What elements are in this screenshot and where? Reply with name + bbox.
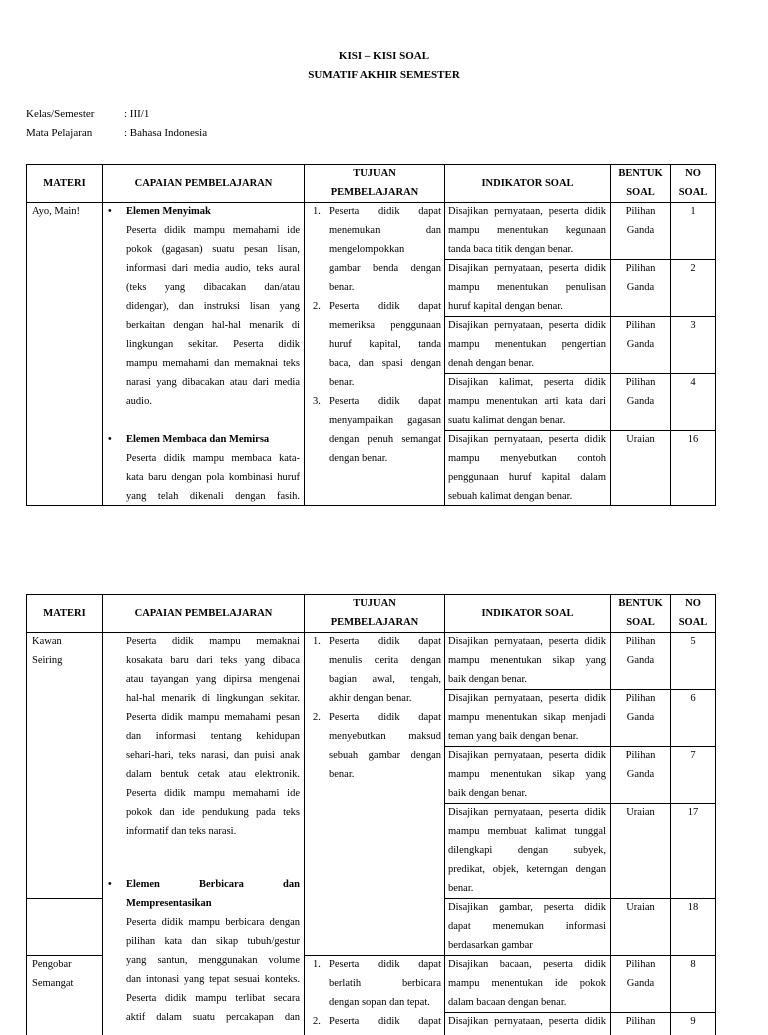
bentuk-cell: Pilihan <box>625 1016 656 1027</box>
no-cell: 18 <box>687 902 699 913</box>
materi-cell: Pengobar Semangat <box>32 959 74 989</box>
bentuk-cell: Uraian <box>626 902 655 913</box>
tujuan-list <box>309 632 441 784</box>
header-materi: MATERI <box>43 608 86 619</box>
bentuk-cell: Pilihan Ganda <box>625 206 656 236</box>
header-bentuk: BENTUK SOAL <box>618 168 663 198</box>
no-cell: 2 <box>690 263 696 274</box>
header-capaian: CAPAIAN PEMBELAJARAN <box>134 178 273 189</box>
no-cell: 5 <box>690 636 696 647</box>
materi-cell: Ayo, Main! <box>32 206 81 217</box>
indikator-cell: Disajikan pernyataan, peserta didik mampu menentukan kegunaan tanda baca titik dengan benar. <box>448 206 606 255</box>
kelas-value: : III/1 <box>124 108 150 120</box>
kisi-table-2 <box>26 594 716 1035</box>
header-indikator: INDIKATOR SOAL <box>481 178 574 189</box>
bentuk-cell: Uraian <box>626 807 655 818</box>
doc-title: KISI – KISI SOAL <box>338 50 430 62</box>
header-tujuan: TUJUAN PEMBELAJARAN <box>330 168 419 198</box>
tujuan-item: 1. Peserta didik dapat menemukan dan mengelompokkan gambar benda dengan benar. <box>313 206 441 293</box>
bentuk-cell: Pilihan Ganda <box>625 263 656 293</box>
bentuk-cell: Pilihan Ganda <box>625 750 656 780</box>
indikator-cell: Disajikan gambar, peserta didik dapat menemukan informasi berdasarkan gambar <box>448 902 606 951</box>
header-no: NO SOAL <box>678 598 708 628</box>
kelas-label: Kelas/Semester <box>26 108 95 120</box>
indikator-cell: Disajikan pernyataan, peserta didik mampu menentukan sikap yang baik dengan benar. <box>448 636 606 685</box>
elemen-menyimak-text: Peserta didik mampu memahami ide pokok (gagasan) suatu pesan lisan, informasi dari media audio, teks aural (teks yang dibacakan dan/atau didengar), dan instruksi lisan yang berkaitan dengan hal-hal menarik di lingkungan sekitar. Peserta didik mampu memahami dan memaknai teks narasi yang dibacakan atau dari media audio. <box>126 225 300 407</box>
kelas-row <box>26 108 150 120</box>
elemen-berbicara-text: Peserta didik mampu berbicara dengan pilihan kata dan sikap tubuh/gestur yang santun, menggunakan volume dan intonasi yang tepat sesuai konteks. Peserta didik mampu terlibat secara aktif dalam suatu percakapan dan <box>126 917 300 1023</box>
bentuk-cell: Pilihan Ganda <box>625 377 656 407</box>
bentuk-cell: Uraian <box>626 434 655 445</box>
indikator-cell: Disajikan pernyataan, peserta didik mampu menentukan sikap menjadi teman yang baik dengan benar. <box>448 693 606 742</box>
elemen-membaca-title: Elemen Membaca dan Memirsa <box>126 434 270 445</box>
tujuan-list <box>309 202 441 468</box>
indikator-cell: Disajikan bacaan, peserta didik mampu menentukan ide pokok dalam bacaan dengan benar. <box>448 959 606 1008</box>
bentuk-cell: Pilihan Ganda <box>625 320 656 350</box>
no-cell: 9 <box>690 1016 696 1027</box>
bentuk-cell: Pilihan Ganda <box>625 959 656 989</box>
header-capaian: CAPAIAN PEMBELAJARAN <box>134 608 273 619</box>
bullet-icon: • <box>108 206 112 217</box>
header-bentuk: BENTUK SOAL <box>618 598 663 628</box>
header-materi: MATERI <box>43 178 86 189</box>
indikator-cell: Disajikan pernyataan, peserta didik mampu menyebutkan contoh penggunaan huruf kapital dalam sebuah kalimat dengan benar. <box>448 434 606 502</box>
no-cell: 16 <box>687 434 699 445</box>
tujuan-item: 2. Peserta didik dapat <box>313 1016 441 1027</box>
elemen-berbicara-title-2: Mempresentasikan <box>126 898 212 909</box>
no-cell: 4 <box>690 377 696 388</box>
doc-subtitle: SUMATIF AKHIR SEMESTER <box>308 69 460 81</box>
no-cell: 7 <box>690 750 696 761</box>
header-indikator: INDIKATOR SOAL <box>481 608 574 619</box>
bullet-icon: • <box>108 434 112 445</box>
header-no: NO SOAL <box>678 168 708 198</box>
indikator-cell: Disajikan pernyataan, peserta didik mampu menentukan pengertian denah dengan benar. <box>448 320 606 369</box>
indikator-cell: Disajikan pernyataan, peserta didik mampu menentukan sikap yang baik dengan benar. <box>448 750 606 799</box>
bentuk-cell: Pilihan Ganda <box>625 693 656 723</box>
tujuan-item: 2. Peserta didik dapat memeriksa penggunaan huruf kapital, tanda baca, dan spasi dengan benar. <box>313 301 441 388</box>
elemen-berbicara-title: Elemen Berbicara dan <box>126 879 300 890</box>
capaian-text: Peserta didik mampu memaknai kosakata baru dari teks yang dibaca atau tayangan yang dipirsa mengenai hal-hal menarik di lingkungan sekitar. Peserta didik mampu memahami pesan dan informasi tentang kehidupan sehari-hari, teks narasi, dan puisi anak dalam bentuk cetak atau elektronik. Peserta didik mampu memahami ide pokok dan ide pendukung pada teks informatif dan teks narasi. <box>126 636 300 837</box>
no-cell: 6 <box>690 693 696 704</box>
elemen-menyimak-title: Elemen Menyimak <box>126 206 211 217</box>
mapel-row <box>26 127 208 139</box>
tujuan-list <box>309 955 441 1031</box>
no-cell: 8 <box>690 959 696 970</box>
indikator-cell: Disajikan pernyataan, peserta didik mampu menentukan penulisan huruf kapital dengan benar. <box>448 263 606 312</box>
no-cell: 1 <box>690 206 696 217</box>
bullet-icon: • <box>108 879 112 890</box>
no-cell: 17 <box>687 807 699 818</box>
indikator-cell: Disajikan pernyataan, peserta didik mampu membuat kalimat tunggal dilengkapi dengan subyek, predikat, objek, keterngan dengan benar. <box>448 807 606 894</box>
bentuk-cell: Pilihan Ganda <box>625 636 656 666</box>
header-tujuan: TUJUAN PEMBELAJARAN <box>330 598 419 628</box>
tujuan-item: 3. Peserta didik dapat menyampaikan gagasan dengan penuh semangat dengan benar. <box>313 396 441 464</box>
materi-cell: Kawan Seiring <box>32 636 63 666</box>
kisi-table-1 <box>26 164 716 506</box>
tujuan-item: 1. Peserta didik dapat menulis cerita dengan bagian awal, tengah, akhir dengan benar. <box>313 636 441 704</box>
tujuan-item: 2. Peserta didik dapat menyebutkan maksud sebuah gambar dengan benar. <box>313 712 441 780</box>
tujuan-item: 1. Peserta didik dapat berlatih berbicara dengan sopan dan tepat. <box>313 959 441 1008</box>
indikator-cell: Disajikan pernyataan, peserta didik <box>448 1016 606 1027</box>
no-cell: 3 <box>690 320 696 331</box>
indikator-cell: Disajikan kalimat, peserta didik mampu menentukan arti kata dari suatu kalimat dengan benar. <box>448 377 606 426</box>
elemen-membaca-text: Peserta didik mampu membaca kata- kata baru dengan pola kombinasi huruf yang telah dikenali dengan fasih. <box>126 453 300 502</box>
mapel-value: : Bahasa Indonesia <box>124 127 208 139</box>
mapel-label: Mata Pelajaran <box>26 127 93 139</box>
